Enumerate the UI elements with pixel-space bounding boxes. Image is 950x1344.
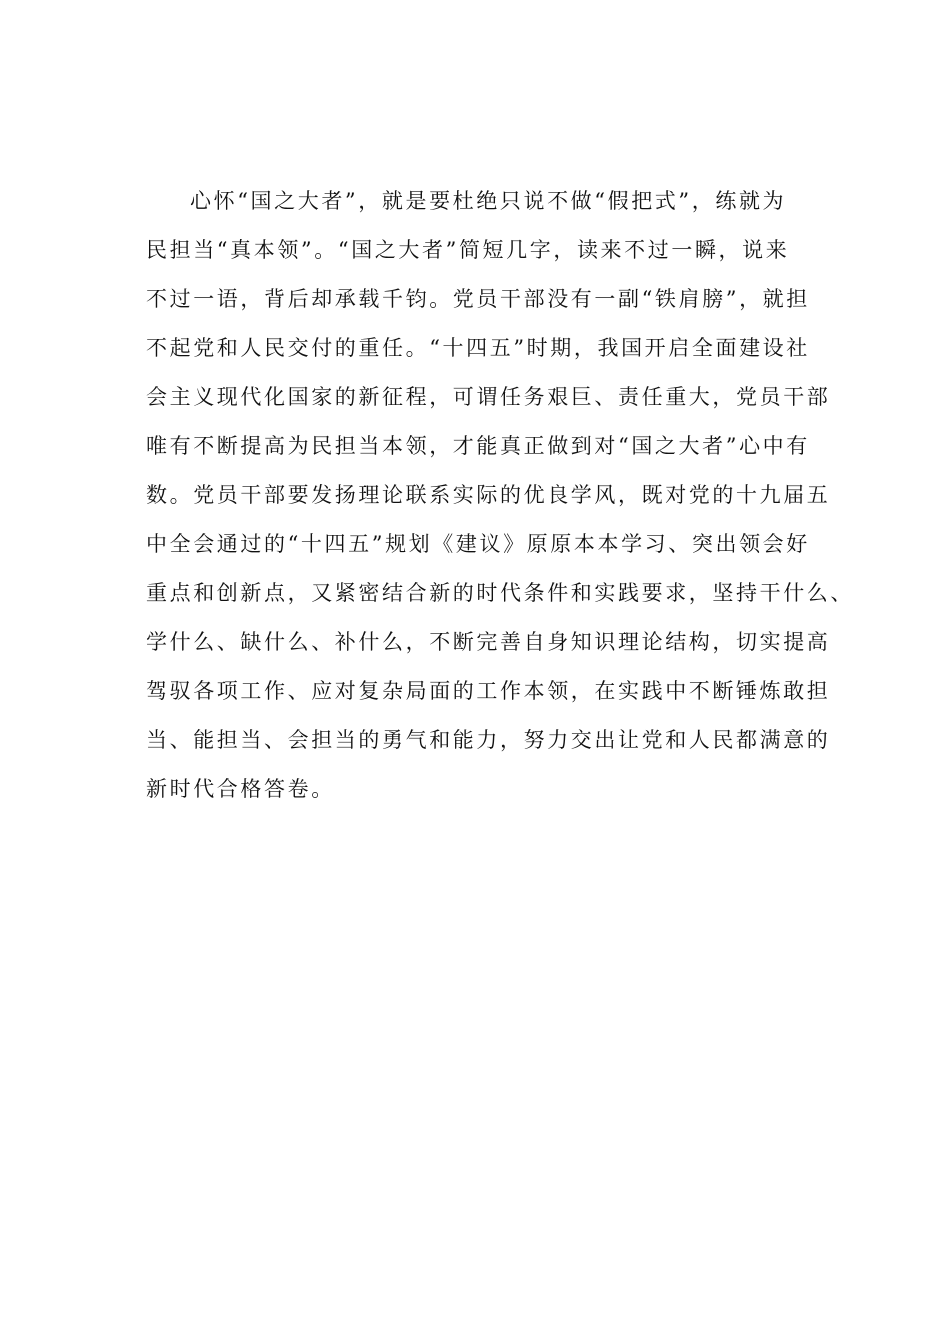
paragraph-line: 重点和创新点，又紧密结合新的时代条件和实践要求，坚持干什么、 — [146, 581, 854, 605]
paragraph-line: 不过一语，背后却承载千钧。党员干部没有一副“铁肩膀”，就担 — [146, 287, 810, 311]
body-paragraph — [146, 182, 854, 819]
paragraph-line: 当、能担当、会担当的勇气和能力，努力交出让党和人民都满意的 — [146, 728, 831, 752]
paragraph-line: 民担当“真本领”。“国之大者”简短几字，读来不过一瞬，说来 — [146, 238, 790, 262]
paragraph-line: 唯有不断提高为民担当本领，才能真正做到对“国之大者”心中有 — [146, 434, 810, 458]
paragraph-line: 不起党和人民交付的重任。“十四五”时期，我国开启全面建设社 — [146, 336, 810, 360]
paragraph-line: 会主义现代化国家的新征程，可谓任务艰巨、责任重大，党员干部 — [146, 385, 831, 409]
paragraph-line: 新时代合格答卷。 — [146, 777, 335, 801]
paragraph-line: 驾驭各项工作、应对复杂局面的工作本领，在实践中不断锤炼敢担 — [146, 679, 831, 703]
paragraph-line: 中全会通过的“十四五”规划《建议》原原本本学习、突出领会好 — [146, 532, 810, 556]
paragraph-line: 数。党员干部要发扬理论联系实际的优良学风，既对党的十九届五 — [146, 483, 831, 507]
paragraph-line: 心怀“国之大者”，就是要杜绝只说不做“假把式”，练就为 — [190, 189, 787, 213]
paragraph-line: 学什么、缺什么、补什么，不断完善自身知识理论结构，切实提高 — [146, 630, 831, 654]
